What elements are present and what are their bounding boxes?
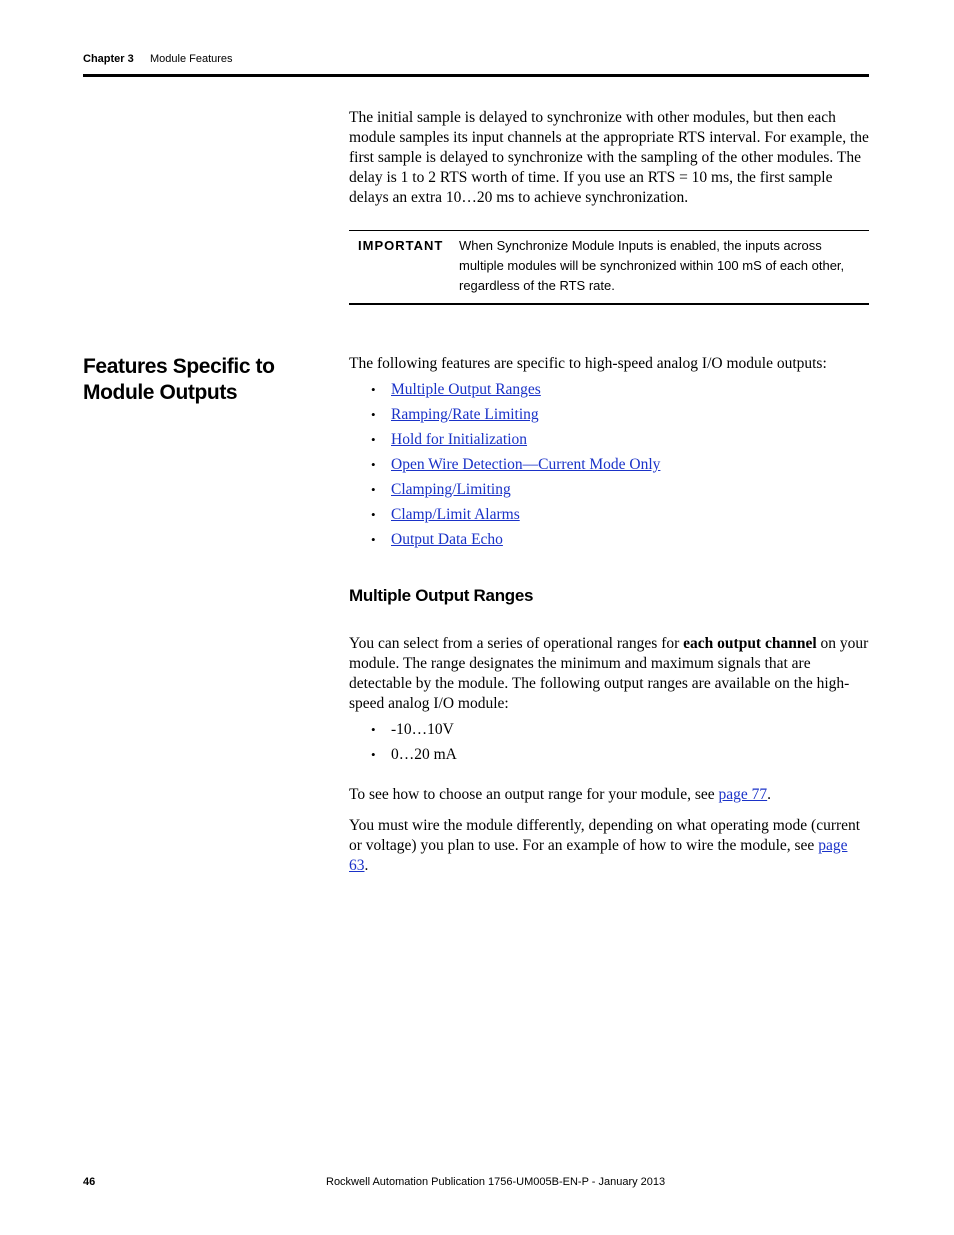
link-output-data-echo[interactable]: Output Data Echo [391, 531, 503, 548]
subsection-heading: Multiple Output Ranges [349, 586, 534, 605]
wiring-paragraph [349, 816, 869, 876]
wire-text-before: You must wire the module differently, depending on what operating mode (current or voltage) you plan to use. For an example of how to wire the module, see [349, 817, 861, 854]
list-item [349, 427, 869, 452]
list-item [349, 452, 869, 477]
features-intro: The following features are specific to high-speed analog I/O module outputs: [349, 355, 827, 372]
link-ramping-rate-limiting[interactable]: Ramping/Rate Limiting [391, 406, 539, 423]
ranges-paragraph [349, 634, 869, 714]
link-open-wire-detection[interactable]: Open Wire Detection—Current Mode Only [391, 456, 661, 473]
ranges-text-after: on your module. The range designates the minimum and maximum signals that are detectable by the module. The following output ranges are available on the high-speed analog I/O module: [349, 635, 869, 712]
choose-text-before: To see how to choose an output range for your module, see [349, 786, 719, 803]
header-rule [83, 74, 869, 77]
important-label: IMPORTANT [358, 238, 444, 253]
ranges-text-bold: each output channel [683, 635, 817, 652]
link-clamp-limit-alarms[interactable]: Clamp/Limit Alarms [391, 506, 520, 523]
choose-range-paragraph [349, 785, 869, 805]
intro-paragraph: The initial sample is delayed to synchronize with other modules, but then each module samples its input channels at the appropriate RTS interval. For example, the first sample is delayed to synchronize with the sampling of the other modules. The delay is 1 to 2 RTS worth of time. If you use an RTS = 10 ms, the first sample delays an extra 10…20 ms to achieve synchronization. [349, 109, 869, 206]
ranges-text-before: You can select from a series of operational ranges for [349, 635, 684, 652]
chapter-title: Module Features [150, 53, 233, 65]
ranges-list [349, 717, 869, 767]
chapter-label: Chapter 3 [83, 53, 134, 65]
important-note [349, 230, 869, 305]
list-item [349, 502, 869, 527]
list-item: • 0…20 mA [349, 742, 869, 767]
publication-info: Rockwell Automation Publication 1756-UM005B-EN-P - January 2013 [326, 1176, 666, 1188]
important-text: When Synchronize Module Inputs is enabled, the inputs across multiple modules will be synchronized within 100 mS of each other, regardless of the RTS rate. [459, 238, 845, 293]
page-number: 46 [83, 1176, 96, 1188]
page-63-link[interactable]: page 63 [349, 837, 848, 874]
wire-text-after: . [364, 857, 369, 874]
section-heading: Features Specific to Module Outputs [83, 355, 275, 404]
list-item [349, 402, 869, 427]
list-item [349, 527, 869, 552]
link-multiple-output-ranges[interactable]: Multiple Output Ranges [391, 381, 541, 398]
link-clamping-limiting[interactable]: Clamping/Limiting [391, 481, 511, 498]
features-list [349, 377, 869, 552]
link-hold-for-initialization[interactable]: Hold for Initialization [391, 431, 528, 448]
page-77-link[interactable]: page 77 [718, 786, 768, 803]
list-item [349, 377, 869, 402]
page-header [83, 53, 869, 75]
choose-text-after: . [767, 786, 772, 803]
list-item [349, 477, 869, 502]
list-item: • -10…10V [349, 717, 869, 742]
